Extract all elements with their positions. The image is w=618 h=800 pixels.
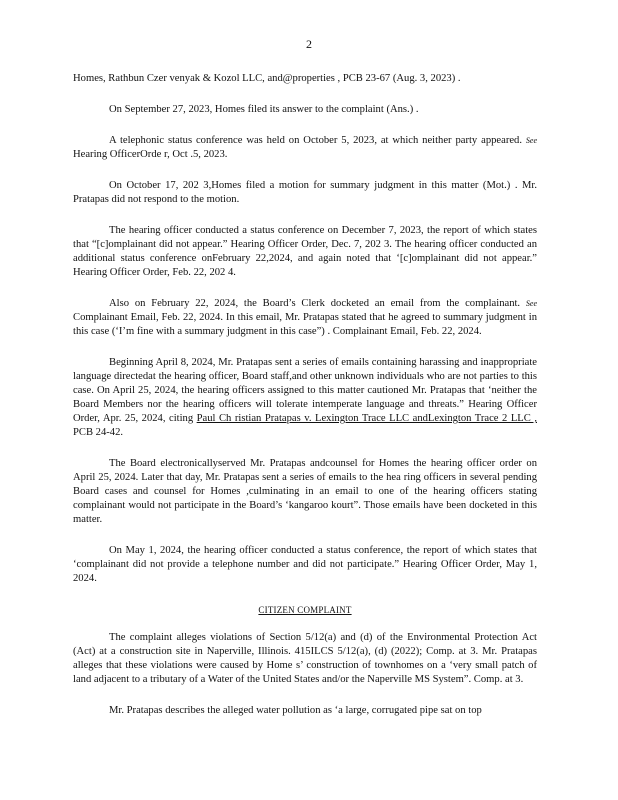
section-heading-text: CITIZEN COMPLAINT — [258, 605, 352, 615]
paragraph-text: PCB 24-42. — [73, 427, 124, 438]
paragraph-complainant-email — [73, 297, 537, 339]
paragraph-harassing-emails — [73, 356, 537, 440]
document-body — [73, 72, 537, 735]
paragraph-text: Beginning April 8, 2024, Mr. Pratapas sent a series of emails containing harassing and inappropriate language directedat the hearing officer, Board staff,and other unknown individuals who are not parties to this case. On April 25, 2024, the hearing officers assigned to this matter cautioned Mr. Pratapas that ‘neither the Board Members nor the hearing officers will tolerate intemperate language and threats.” Hearing Officer Order, Apr. 25, 2024, citing — [73, 357, 537, 424]
paragraph-text: A telephonic status conference was held on October 5, 2023, at which neither party appeared. — [109, 135, 522, 146]
see-signal: See — [525, 136, 537, 145]
section-heading — [73, 603, 537, 617]
paragraph-summary-judgment-motion: On October 17, 202 3,Homes filed a motion for summary judgment in this matter (Mot.) . Mr. Pratapas did not respond to the motion. — [73, 180, 537, 205]
see-signal: See — [525, 299, 537, 308]
paragraph-text: Complainant Email, Feb. 22, 2024. In this email, Mr. Pratapas stated that he agreed to summary judgment in this case (‘I’m fine with a summary judgment in this case”) . Complainant Email, Feb. 22, 2024. — [73, 312, 537, 337]
page-number: 2 — [306, 37, 312, 51]
case-citation: Paul Ch ristian Pratapas v. Lexington Trace LLC andLexington Trace 2 LLC , — [196, 413, 537, 424]
paragraph-text: Also on February 22, 2024, the Board’s Clerk docketed an email from the complainant. — [109, 298, 521, 309]
paragraph-citation-continuation: Homes, Rathbun Czer venyak & Kozol LLC, and@properties , PCB 23-67 (Aug. 3, 2023) . — [73, 73, 461, 84]
paragraph-water-pollution: Mr. Pratapas describes the alleged water pollution as ‘a large, corrugated pipe sat on top — [109, 705, 482, 716]
paragraph-kangaroo-kourt: The Board electronicallyserved Mr. Pratapas andcounsel for Homes the hearing officer order on April 25, 2024. Later that day, Mr. Pratapas sent a series of emails to the hea ring officers in several pending Board cases and counsel for Homes ,culminating in an email to one of the hearing officers stating complainant would not participate in the Board’s ‘kangaroo kourt”. Those emails have been docketed in this matter. — [73, 458, 537, 525]
paragraph-telephonic-conference — [73, 134, 537, 162]
paragraph-text: Hearing OfficerOrde r, Oct .5, 2023. — [73, 149, 228, 160]
paragraph-answer-filed: On September 27, 2023, Homes filed its answer to the complaint (Ans.) . — [109, 104, 419, 115]
paragraph-may-conference: On May 1, 2024, the hearing officer conducted a status conference, the report of which states that ‘complainant did not provide a telephone number and did not participate.” Hearing Officer Order, May 1, 2024. — [73, 545, 537, 584]
paragraph-complaint-allegations: The complaint alleges violations of Section 5/12(a) and (d) of the Environmental Protection Act (Act) at a construction site in Naperville, Illinois. 415ILCS 5/12(a), (d) (2022); Comp. at 3. Mr. Pratapas alleges that these violations were caused by Home s’ construction of townhomes on a ‘very small patch of land adjacent to a tributary of a Water of the United States and/or the Naperville MS System”. Comp. at 3. — [73, 632, 537, 685]
paragraph-status-conferences: The hearing officer conducted a status conference on December 7, 2023, the report of which states that “[c]omplainant did not appear.” Hearing Officer Order, Dec. 7, 202 3. The hearing officer conducted an additional status conference onFebruary 22,2024, and again noted that ‘[c]omplainant did not appear.” Hearing Officer Order, Feb. 22, 202 4. — [73, 225, 537, 278]
